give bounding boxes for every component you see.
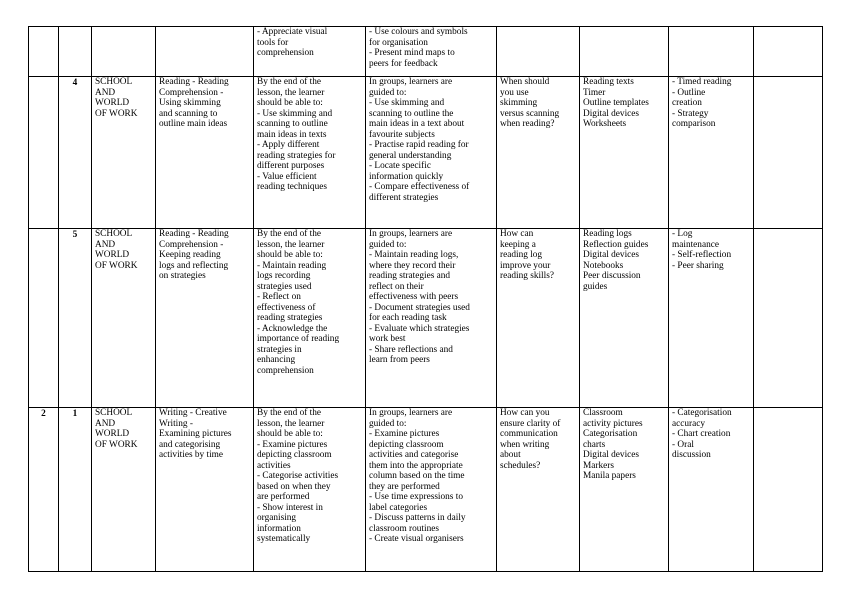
scheme-of-work-table — [28, 26, 823, 572]
strand-cell: SCHOOL AND WORLD OF WORK — [92, 77, 156, 229]
sub-strand-cell: Writing - Creative Writing - Examining pictures and categorising activities by time — [156, 408, 254, 572]
learning-outcomes-cell: - Appreciate visual tools for comprehension — [254, 27, 366, 77]
assessment-cell — [669, 27, 754, 77]
lesson-cell: 5 — [59, 229, 92, 408]
resources-cell: Reading texts Timer Outline templates Digital devices Worksheets — [580, 77, 669, 229]
remarks-cell — [754, 27, 823, 77]
table-row — [29, 408, 823, 572]
resources-cell — [580, 27, 669, 77]
strand-cell: SCHOOL AND WORLD OF WORK — [92, 229, 156, 408]
assessment-cell: - Categorisation accuracy - Chart creation - Oral discussion — [669, 408, 754, 572]
table-row — [29, 77, 823, 229]
learning-outcomes-cell: By the end of the lesson, the learner should be able to: - Use skimming and scanning to outline main ideas in texts - Apply different reading strategies for different purposes - Value efficient reading techniques — [254, 77, 366, 229]
key-inquiry-cell: How can keeping a reading log improve your reading skills? — [497, 229, 580, 408]
key-inquiry-cell — [497, 27, 580, 77]
key-inquiry-cell: When should you use skimming versus scanning when reading? — [497, 77, 580, 229]
remarks-cell — [754, 229, 823, 408]
resources-cell: Reading logs Reflection guides Digital devices Notebooks Peer discussion guides — [580, 229, 669, 408]
sub-strand-cell — [156, 27, 254, 77]
assessment-cell: - Timed reading - Outline creation - Strategy comparison — [669, 77, 754, 229]
assessment-cell: - Log maintenance - Self-reflection - Peer sharing — [669, 229, 754, 408]
learning-outcomes-cell: By the end of the lesson, the learner should be able to: - Maintain reading logs recording strategies used - Reflect on effectiveness of reading strategies - Acknowledge the importance of reading strategies in enhancing comprehension — [254, 229, 366, 408]
lesson-cell — [59, 27, 92, 77]
sub-strand-cell: Reading - Reading Comprehension - Using skimming and scanning to outline main ideas — [156, 77, 254, 229]
table-row — [29, 229, 823, 408]
remarks-cell — [754, 77, 823, 229]
learning-outcomes-cell: By the end of the lesson, the learner should be able to: - Examine pictures depicting classroom activities - Categorise activities based on when they are performed - Show interest in organising information systematically — [254, 408, 366, 572]
week-cell — [29, 77, 59, 229]
strand-cell — [92, 27, 156, 77]
lesson-cell: 4 — [59, 77, 92, 229]
lesson-cell: 1 — [59, 408, 92, 572]
remarks-cell — [754, 408, 823, 572]
week-cell: 2 — [29, 408, 59, 572]
key-inquiry-cell: How can you ensure clarity of communication when writing about schedules? — [497, 408, 580, 572]
learning-experiences-cell: In groups, learners are guided to: - Examine pictures depicting classroom activities and categorise them into the appropriate column based on the time they are performed - Use time expressions to label categories - Discuss patterns in daily classroom routines - Create visual organisers — [366, 408, 497, 572]
week-cell — [29, 229, 59, 408]
table-row — [29, 27, 823, 77]
learning-experiences-cell: - Use colours and symbols for organisation - Present mind maps to peers for feedback — [366, 27, 497, 77]
week-cell — [29, 27, 59, 77]
learning-experiences-cell: In groups, learners are guided to: - Use skimming and scanning to outline the main ideas in a text about favourite subjects - Practise rapid reading for general understanding - Locate specific information quickly - Compare effectiveness of different strategies — [366, 77, 497, 229]
sub-strand-cell: Reading - Reading Comprehension - Keeping reading logs and reflecting on strategies — [156, 229, 254, 408]
learning-experiences-cell: In groups, learners are guided to: - Maintain reading logs, where they record their reading strategies and reflect on their effectiveness with peers - Document strategies used for each reading task - Evaluate which strategies work best - Share reflections and learn from peers — [366, 229, 497, 408]
resources-cell: Classroom activity pictures Categorisation charts Digital devices Markers Manila papers — [580, 408, 669, 572]
strand-cell: SCHOOL AND WORLD OF WORK — [92, 408, 156, 572]
